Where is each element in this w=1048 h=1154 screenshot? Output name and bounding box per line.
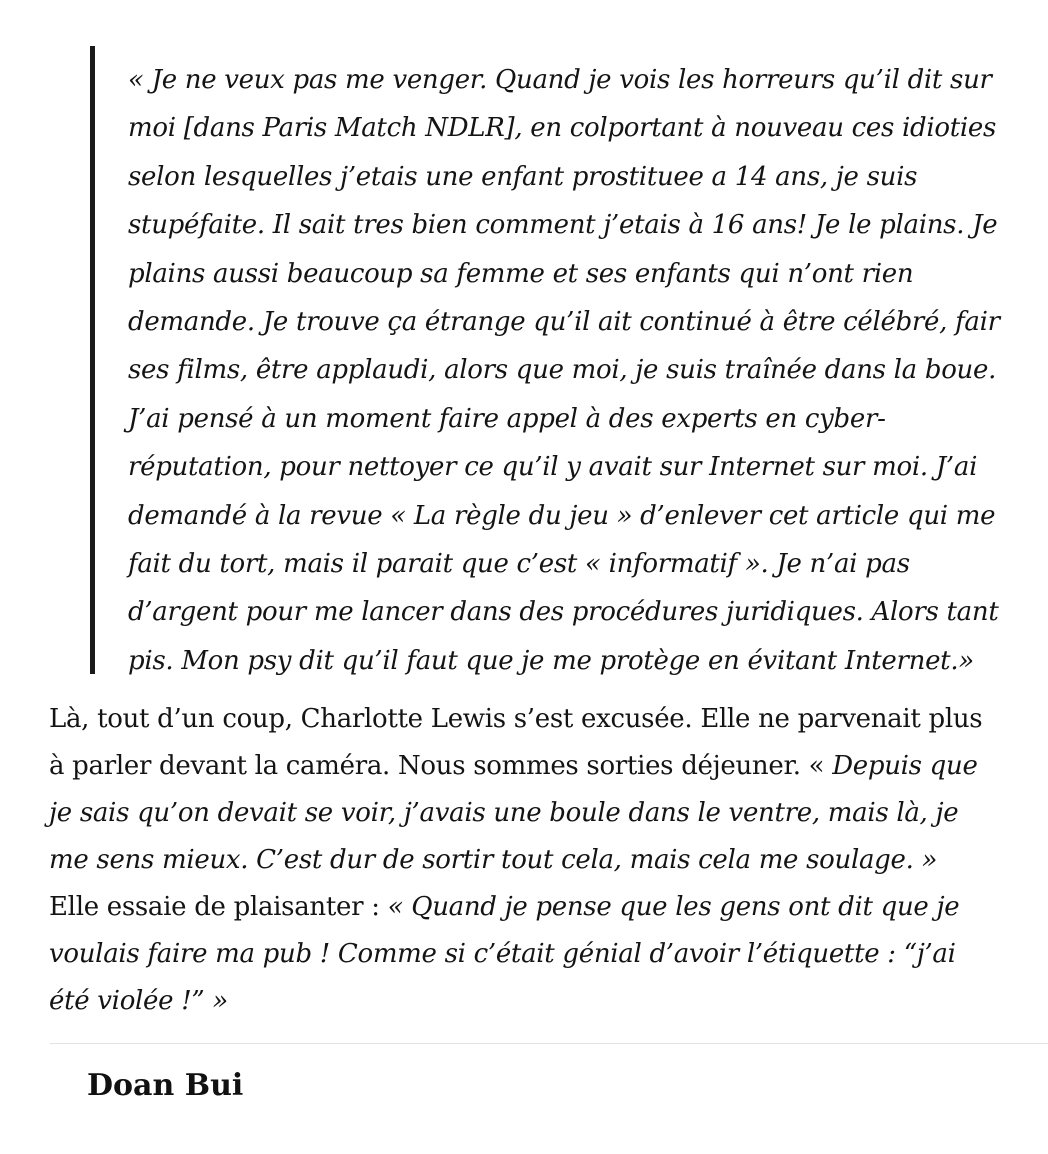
quote-line: pis. Mon psy dit qu’il faut que je me protège en évitant Internet.» [128,645,974,676]
body-text-quote: été violée !” » [49,986,228,1016]
body-line [49,696,982,743]
body-line [49,790,982,837]
quote-line: fait du tort, mais il parait que c’est « informatif ». Je n’ai pas [128,549,910,580]
body-text-regular: à parler devant la caméra. Nous sommes sorties déjeuner. « [49,751,833,781]
body-line [49,978,982,1025]
quote-line: demande. Je trouve ça étrange qu’il ait continué à être célébré, fair [128,307,1000,338]
quote-text [128,56,1000,685]
body-line [49,743,982,790]
body-text-quote: Depuis que [832,751,978,781]
body-text-regular: Elle essaie de plaisanter : [49,892,388,922]
author-name[interactable]: Doan Bui [87,1068,244,1103]
quote-line: J’ai pensé à un moment faire appel à des experts en cyber- [128,403,886,434]
quote-line: plains aussi beaucoup sa femme et ses enfants qui n’ont rien [128,258,914,289]
quote-line: d’argent pour me lancer dans des procédures juridiques. Alors tant [128,597,999,628]
quote-line: réputation, pour nettoyer ce qu’il y avait sur Internet sur moi. J’ai [128,452,978,483]
body-text-quote: voulais faire ma pub ! Comme si c’était génial d’avoir l’étiquette : “j’ai [49,939,956,969]
body-text-quote: me sens mieux. C’est dur de sortir tout cela, mais cela me soulage. » [49,845,938,875]
quote-line: demandé à la revue « La règle du jeu » d’enlever cet article qui me [128,500,996,531]
quote-line: moi [dans Paris Match NDLR], en colportant à nouveau ces idioties [128,113,996,144]
body-line [49,837,982,884]
section-divider [50,1043,1048,1044]
body-text-regular: Là, tout d’un coup, Charlotte Lewis s’est excusée. Elle ne parvenait plus [49,704,983,734]
quote-line: stupéfaite. Il sait tres bien comment j’etais à 16 ans! Je le plains. Je [128,210,998,241]
body-paragraph [49,696,982,1025]
body-line [49,884,982,931]
quote-line: selon lesquelles j’etais une enfant prostituee a 14 ans, je suis [128,161,918,192]
quote-line: ses films, être applaudi, alors que moi, je suis traînée dans la boue. [128,355,997,386]
body-text-quote: « Quand je pense que les gens ont dit que je [387,892,960,922]
quote-line: « Je ne veux pas me venger. Quand je vois les horreurs qu’il dit sur [128,65,992,95]
pull-quote [90,46,1048,674]
body-text-quote: je sais qu’on devait se voir, j’avais une boule dans le ventre, mais là, je [49,798,959,828]
body-line [49,931,982,978]
